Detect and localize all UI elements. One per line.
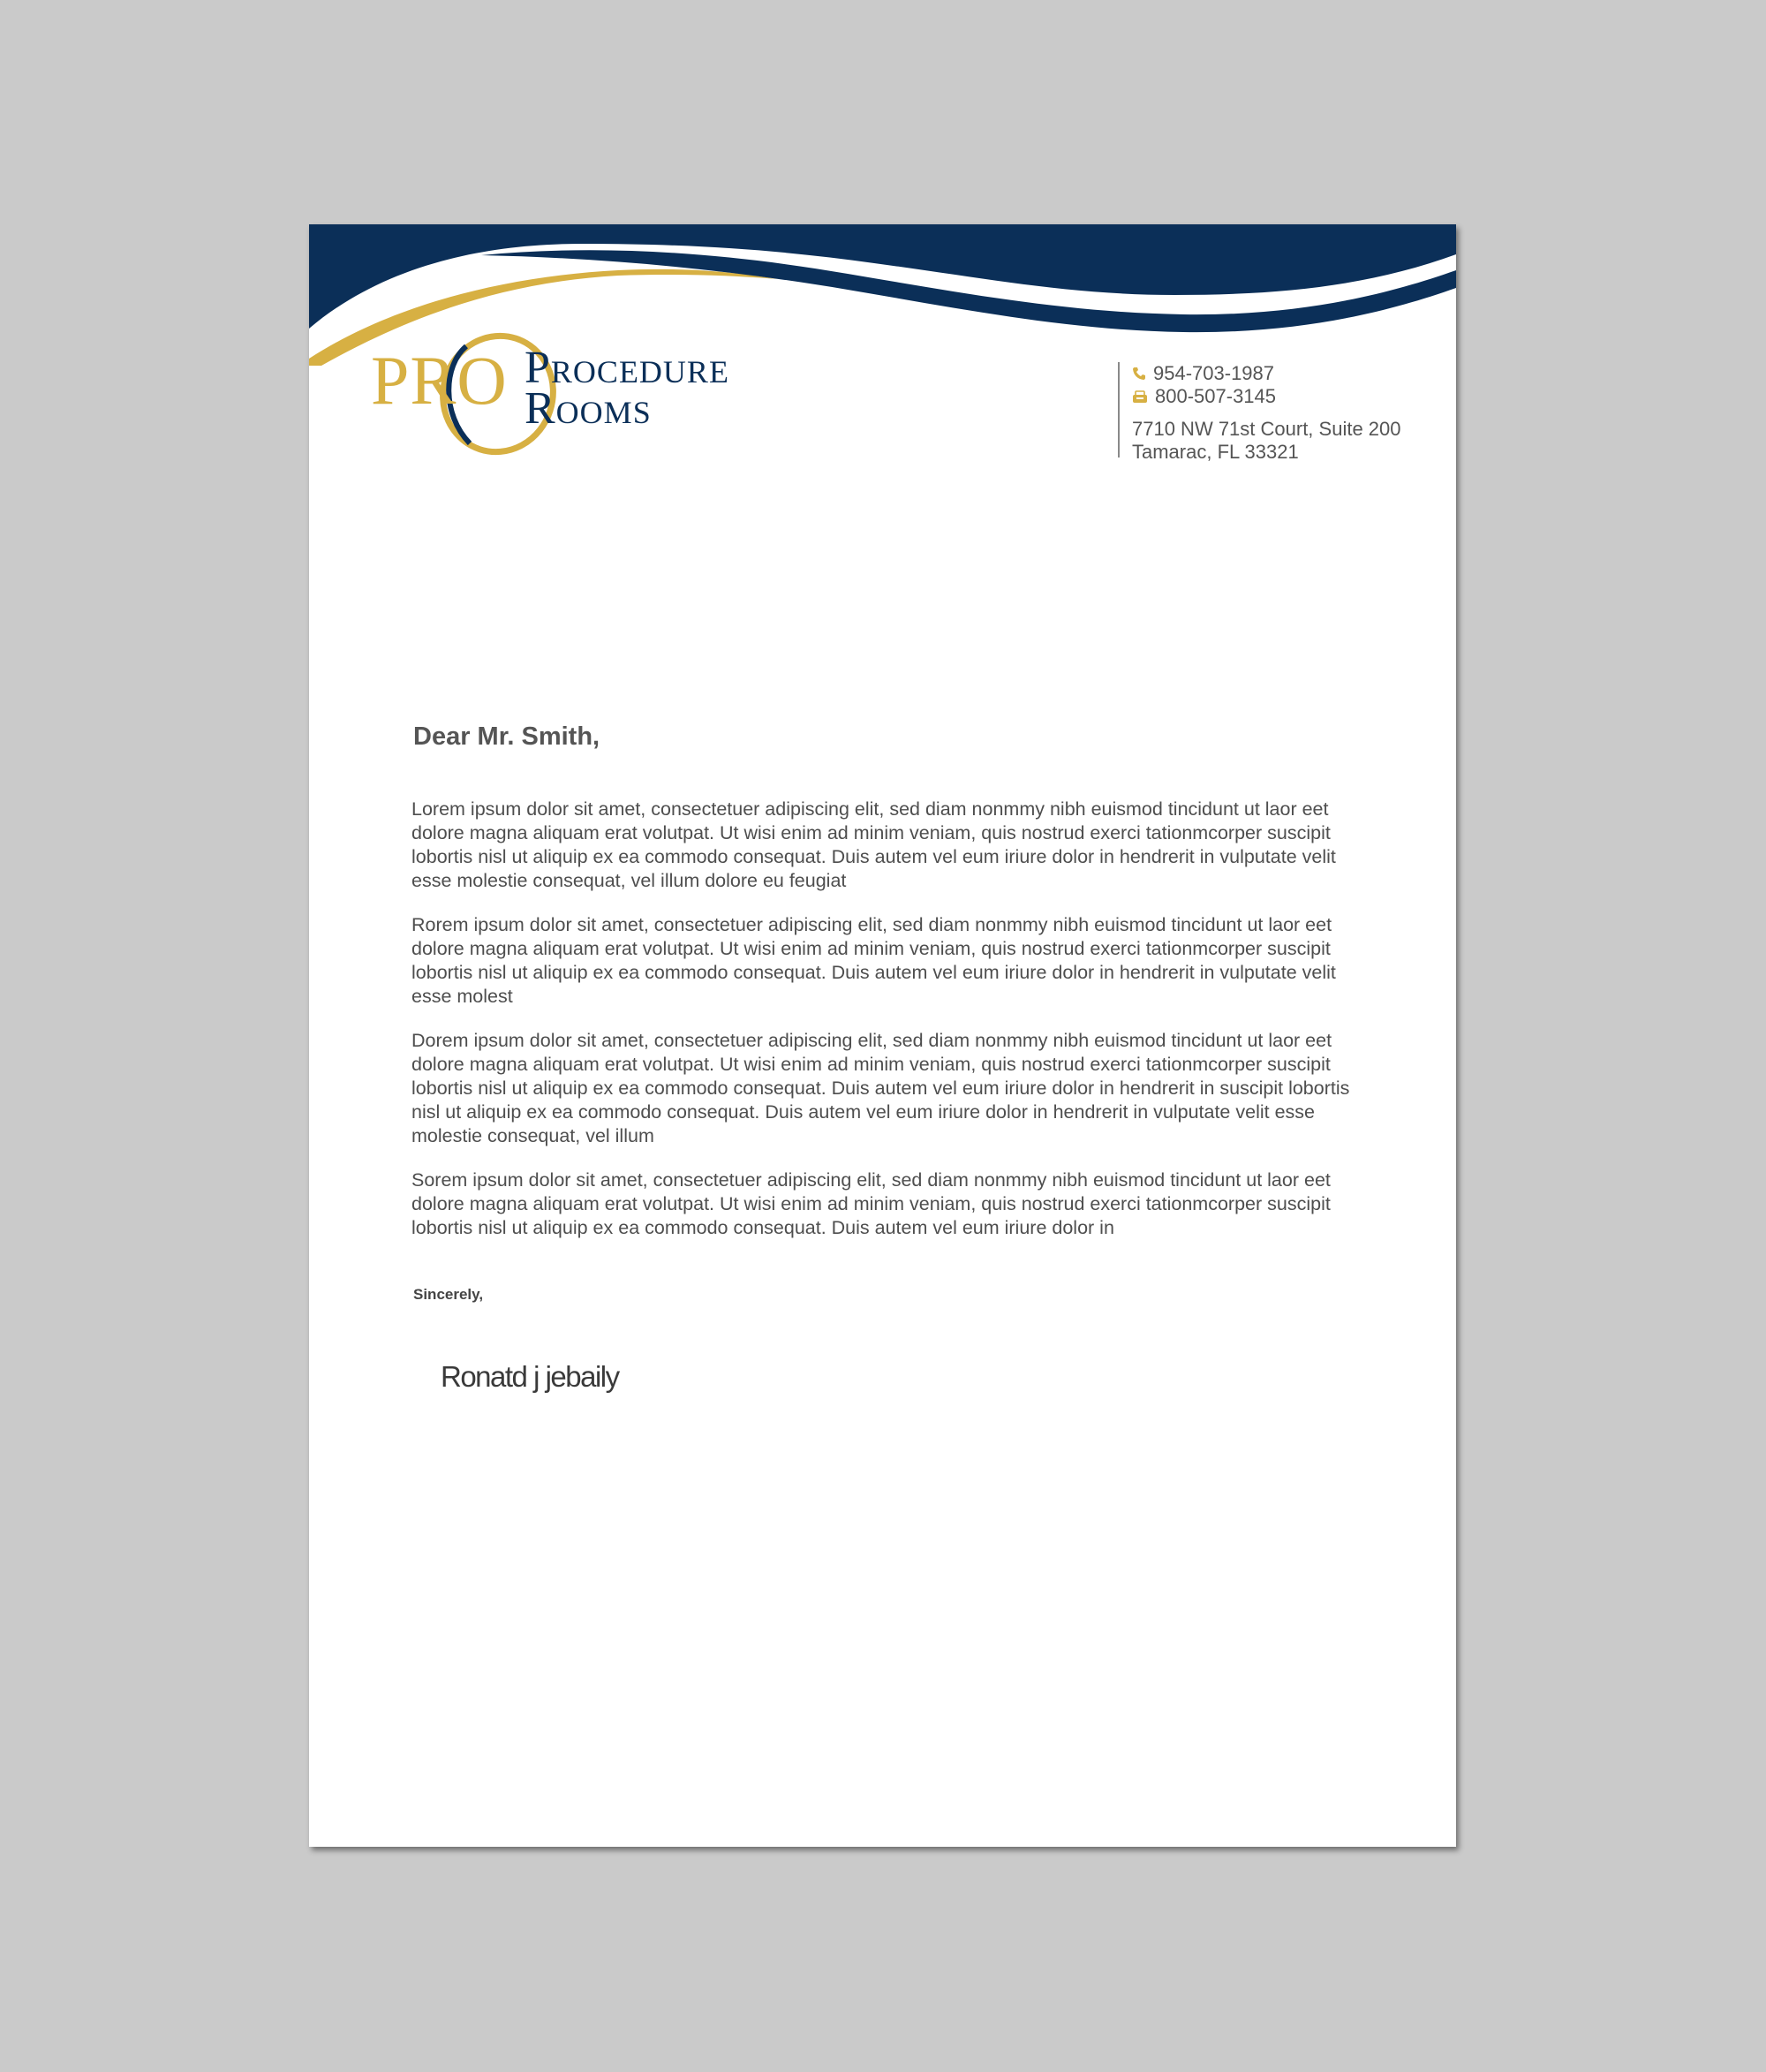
letterhead-page — [309, 224, 1456, 1847]
company-name-line2: Rooms — [525, 383, 652, 434]
address-line1: 7710 NW 71st Court, Suite 200 — [1132, 418, 1401, 440]
letter-closing: Sincerely, — [413, 1286, 484, 1303]
body-paragraph: Dorem ipsum dolor sit amet, consectetuer adipiscing elit, sed diam nonmmy nibh euismod tincidunt ut laor eet dolore magna aliquam erat volutpat. Ut wisi enim ad minim veniam, quis nostrud exerci tationmcorper suscipit lobortis nisl ut aliquip ex ea commodo consequat. Duis autem vel eum iriure dolor in hendrerit in suscipit lobortis nisl ut aliquip ex ea commodo consequat. Duis autem vel eum iriure dolor in hendrerit in vulputate velit esse molestie consequat, vel illum — [411, 1030, 1350, 1146]
phone-number: 954-703-1987 — [1153, 362, 1275, 384]
contact-block — [1118, 362, 1401, 463]
body-paragraph: Lorem ipsum dolor sit amet, consectetuer adipiscing elit, sed diam nonmmy nibh euismod tincidunt ut laor eet dolore magna aliquam erat volutpat. Ut wisi enim ad minim veniam, quis nostrud exerci tationmcorper suscipit lobortis nisl ut aliquip ex ea commodo consequat. Duis autem vel eum iriure dolor in hendrerit in vulputate velit esse molestie consequat, vel illum dolore eu feugiat — [411, 798, 1336, 891]
company-name-line1: Procedure — [525, 343, 729, 393]
address-line2: Tamarac, FL 33321 — [1132, 441, 1299, 463]
logo-mark-text: PRO — [371, 342, 508, 419]
phone-icon — [1132, 367, 1146, 381]
signature: Ronatd j jebaily — [441, 1360, 619, 1393]
company-logo — [371, 329, 786, 461]
address — [1132, 418, 1401, 464]
body-paragraph: Sorem ipsum dolor sit amet, consectetuer adipiscing elit, sed diam nonmmy nibh euismod tincidunt ut laor eet dolore magna aliquam erat volutpat. Ut wisi enim ad minim veniam, quis nostrud exerci tationmcorper suscipit lobortis nisl ut aliquip ex ea commodo consequat. Duis autem vel eum iriure dolor in — [411, 1169, 1331, 1238]
phone-row — [1132, 362, 1401, 385]
letter-greeting: Dear Mr. Smith, — [413, 722, 600, 751]
fax-row — [1132, 385, 1401, 408]
letter-body — [411, 798, 1365, 1260]
body-paragraph: Rorem ipsum dolor sit amet, consectetuer adipiscing elit, sed diam nonmmy nibh euismod tincidunt ut laor eet dolore magna aliquam erat volutpat. Ut wisi enim ad minim veniam, quis nostrud exerci tationmcorper suscipit lobortis nisl ut aliquip ex ea commodo consequat. Duis autem vel eum iriure dolor in hendrerit in vulputate velit esse molest — [411, 914, 1336, 1007]
company-name — [525, 343, 729, 434]
fax-icon — [1132, 389, 1148, 404]
fax-number: 800-507-3145 — [1155, 385, 1277, 407]
